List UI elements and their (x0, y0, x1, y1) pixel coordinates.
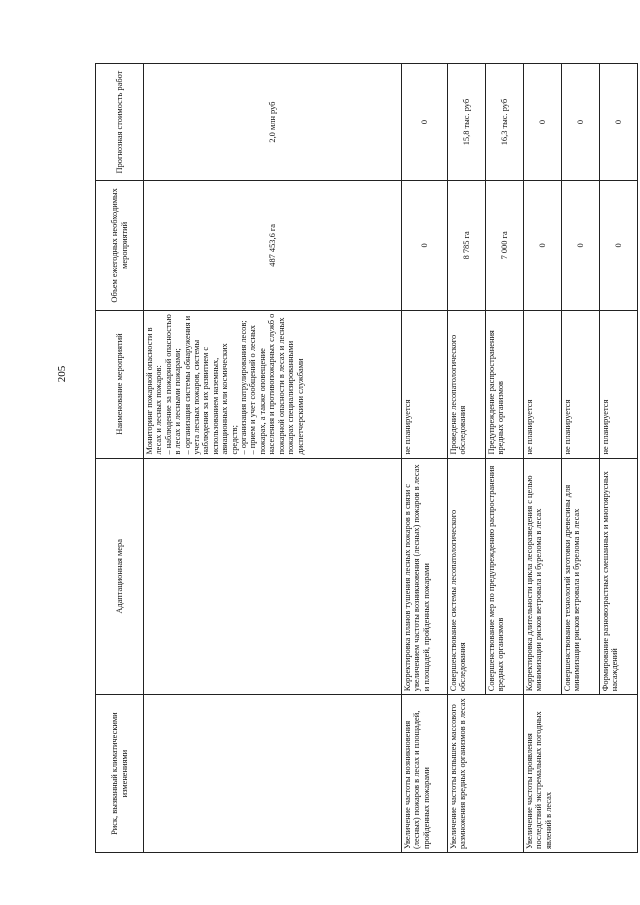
adaptation-measures-table (95, 63, 638, 853)
volume-cell: 0 (562, 181, 600, 310)
header-risk: Риск, вызванный климатическими изменениями (96, 695, 144, 853)
risk-cell: Увеличение частоты проявления последствий экстремальных погодных явлений в лесах (524, 695, 638, 853)
header-measure: Адаптационная мера (96, 458, 144, 695)
table-row (144, 64, 402, 853)
cost-cell: 0 (600, 64, 638, 181)
table-row (448, 64, 486, 853)
header-cost: Прогнозная стоимость работ (96, 64, 144, 181)
action-line: – прием и учет сообщений о лесных пожарах, а также оповещение населения и противопожарных служб о пожарной опасности в лесах и лесных пожарах специализированными диспетчерскими службами (248, 313, 305, 455)
volume-cell: 0 (524, 181, 562, 310)
measure-cell: Формирование разновозрастных смешанных и многоярусных насаждений (600, 458, 638, 695)
cost-cell: 0 (402, 64, 448, 181)
action-cell: не планируется (524, 310, 562, 458)
risk-cell: Увеличение частоты возникновения (лесных) пожаров в лесах и площадей, пройденных пожарами (402, 695, 448, 853)
action-cell: не планируется (402, 310, 448, 458)
measure-cell: Корректировка длительности цикла лесоразведения с целью минимизации рисков ветровала и бурелома в лесах (524, 458, 562, 695)
action-line: – организация патрулирования лесов; (239, 320, 249, 455)
cost-cell: 15,8 тыс. руб (448, 64, 486, 181)
action-cell: Проведение лесопатологического обследования (448, 310, 486, 458)
action-line: – организация системы обнаружения и учета лесных пожаров, системы наблюдения за их развитием с использованием наземных, авиационных или космических средств; (182, 315, 239, 455)
header-volume: Объем ежегодных необходимых мероприятий (96, 181, 144, 310)
risk-cell (144, 695, 402, 853)
measure-cell: Совершенствование системы лесопатологического обследования (448, 458, 486, 695)
volume-cell: 7 000 га (486, 181, 524, 310)
volume-cell: 487 453,6 га (144, 181, 402, 310)
action-line: – наблюдение за пожарной опасностью в лесах и лесными пожарами; (163, 314, 183, 455)
cost-cell: 0 (524, 64, 562, 181)
risk-cell: Увеличение частоты вспышек массового размножения вредных организмов в лесах (448, 695, 524, 853)
table-row (524, 64, 562, 853)
cost-cell: 0 (562, 64, 600, 181)
measure-cell: Совершенствование мер по предупреждению распространения вредных организмов (486, 458, 524, 695)
volume-cell: 0 (402, 181, 448, 310)
action-cell: не планируется (562, 310, 600, 458)
rotated-table-container (95, 63, 623, 853)
action-cell: не планируется (600, 310, 638, 458)
table-row (402, 64, 448, 853)
action-cell (144, 310, 402, 458)
page-number: 205 (56, 365, 68, 383)
header-row (96, 64, 144, 853)
measure-cell: Корректировка планов тушения лесных пожаров в связи с увеличением частоты возникновения (лесных) пожаров в лесах и площадей, пройденных пожарами (402, 458, 448, 695)
measure-cell: Совершенствование технологий заготовки древесины для минимизации рисков ветровала и бурелома в лесах (562, 458, 600, 695)
measure-cell (144, 458, 402, 695)
volume-cell: 8 785 га (448, 181, 486, 310)
cost-cell: 16,3 тыс. руб (486, 64, 524, 181)
action-line: Мониторинг пожарной опасности в лесах и лесных пожаров: (145, 327, 164, 455)
volume-cell: 0 (600, 181, 638, 310)
action-cell: Предупреждение распространения вредных организмов (486, 310, 524, 458)
header-action: Наименование мероприятий (96, 310, 144, 458)
cost-cell: 2,0 млн руб (144, 64, 402, 181)
